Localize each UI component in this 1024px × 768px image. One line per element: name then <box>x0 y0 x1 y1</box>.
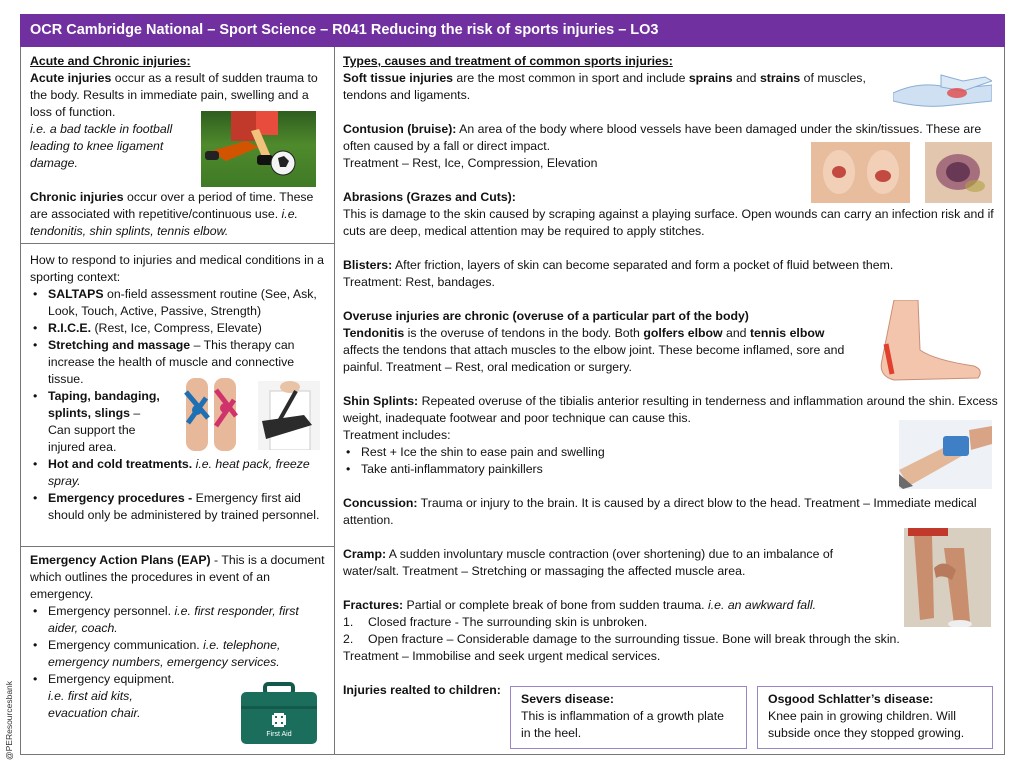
list-item: • Emergency equipment. i.e. first aid kits, evacuation chair. <box>30 671 326 722</box>
list-item: • R.I.C.E. (Rest, Ice, Compress, Elevate) <box>30 320 326 337</box>
fractures-heading: Fractures: <box>343 598 404 612</box>
page-title: OCR Cambridge National – Sport Science – R041 Reducing the risk of sports injuries – LO3 <box>20 14 1005 47</box>
list-item: • Emergency communication. i.e. telephone, emergency numbers, emergency services. <box>30 637 326 671</box>
list-item: • Hot and cold treatments. i.e. heat pack, freeze spray. <box>30 456 326 490</box>
knee-abrasion-image <box>811 142 910 203</box>
section-divider <box>20 546 334 547</box>
abrasions-heading: Abrasions (Grazes and Cuts): <box>343 190 516 204</box>
first-aid-kit-image <box>239 682 319 746</box>
eap-heading: Emergency Action Plans (EAP) <box>30 553 211 567</box>
list-item: • Take anti-inflammatory painkillers <box>343 461 998 478</box>
section-divider <box>20 243 334 244</box>
severs-disease-box <box>510 686 747 749</box>
eap-section: Emergency Action Plans (EAP) - This is a document which outlines the procedures in event of an emergency. • Emergency personnel. i.e. first responder, first aider, coach. • Emergency communication. i.e. telephone, emergency numbers, emergency services. • Emergency equipment. i.e. first aid kits, evacuation chair. <box>30 552 326 722</box>
overuse-heading: Overuse injuries are chronic (overuse of a particular part of the body) <box>343 309 749 323</box>
foot-tendon-image <box>874 300 985 384</box>
acute-example: i.e. a bad tackle in football leading to knee ligament damage. <box>30 122 173 170</box>
list-item: • Taping, bandaging, splints, slings – Can support the injured area. <box>30 388 164 456</box>
list-item: 1. Closed fracture - The surrounding skin is unbroken. <box>343 615 648 629</box>
shin-ice-image <box>899 420 992 489</box>
contusion-heading: Contusion (bruise): <box>343 122 457 136</box>
acute-heading: Acute and Chronic injuries: <box>30 54 191 68</box>
osgood-text: Knee pain in growing children. Will subside once they stopped growing. <box>768 709 965 740</box>
concussion-heading: Concussion: <box>343 496 418 510</box>
osgood-disease-box <box>757 686 993 749</box>
acute-chronic-section: Acute and Chronic injuries: Acute injuries occur as a result of sudden trauma to the body. Results in immediate pain, swelling and a loss of function. i.e. a bad tackle in football leading to knee ligament damage. Chronic injuries occur over a period of time. These are associated with repetitive/continuous use. i.e. tendonitis, shin splints, tennis elbow. <box>30 54 318 238</box>
severs-text: This is inflammation of a growth plate in the heel. <box>521 709 724 740</box>
knee-taping-image <box>176 378 248 451</box>
list-item: • Stretching and massage – This therapy can increase the health of muscle and connective tissue. <box>30 337 326 388</box>
list-item: • Rest + Ice the shin to ease pain and swelling <box>343 444 998 461</box>
main-heading: Types, causes and treatment of common sports injuries: <box>343 54 673 68</box>
arm-sling-image <box>258 381 320 450</box>
osgood-title: Osgood Schlatter’s disease: <box>768 692 934 706</box>
kit-label: First Aid <box>266 731 292 738</box>
list-item: • SALTAPS on-field assessment routine (See, Ask, Look, Touch, Active, Passive, Strength) <box>30 286 326 320</box>
children-heading: Injuries realted to children: <box>343 683 501 697</box>
severs-title: Severs disease: <box>521 692 614 706</box>
cramp-image <box>904 528 991 627</box>
watermark: @PEResourcesbank <box>4 680 14 760</box>
list-item: 2. Open fracture – Considerable damage to the surrounding tissue. Bone will break through the skin. <box>343 632 900 646</box>
shin-heading: Shin Splints: <box>343 394 419 408</box>
football-tackle-image <box>201 111 316 187</box>
blisters-heading: Blisters: <box>343 258 393 272</box>
column-divider <box>334 47 335 755</box>
cramp-heading: Cramp: <box>343 547 387 561</box>
bruise-image <box>925 142 992 203</box>
wrist-injury-image <box>893 71 992 111</box>
list-item: • Emergency personnel. i.e. first responder, first aider, coach. <box>30 603 326 637</box>
main-section: Types, causes and treatment of common sports injuries: Soft tissue injuries are the most common in sport and include sprains and strains of muscles, tendons and ligaments. Contusion (bruise): An area of the body where blood vessels have been damaged under the skin/tissues. These are often caused by a fall or direct impact. Treatment – Rest, Ice, Compression, Elevation Abrasions (Grazes and Cuts): This is damage to the skin caused by scraping against a playing surface. Open wounds can carry an infection risk and if cuts are deep, medical attention may be required to apply stitches. Blisters: After friction, layers of skin can become separated and form a pocket of fluid between them. Treatment: Rest, bandages. Overuse injuries are chronic (overuse of a particular part of the body) Tendonitis is the overuse of tendons in the body. Both golfers elbow and tennis elbow affects the tendons that attach muscles to the elbow joint. These become inflamed, sore and painful. Treatment – Rest, oral medication or surgery. Shin Splints: Repeated overuse of the tibialis anterior resulting in tenderness and inflammation around the shin. Excess weight, inadequate footwear and poor technique can cause this. Treatment includes: • Rest + Ice the shin to ease pain and swelling • Take anti-inflammatory painkillers Concussion: Trauma or injury to the brain. It is caused by a direct blow to the head. Treatment – Immediate medical attention. Cramp: A sudden involuntary muscle contraction (over shortening) due to an imbalance of water/salt. Treatment – Stretching or massaging the affected muscle area. Fractures: Partial or complete break of bone from sudden trauma. i.e. an awkward fall. 1. Closed fracture - The surrounding skin is unbroken. 2. Open fracture – Considerable damage to the surrounding tissue. Bone will break through the skin. Treatment – Immobilise and seek urgent medical services. Injuries realted to children: <box>343 53 998 699</box>
list-item: • Emergency procedures - Emergency first aid should only be administered by trained personnel. <box>30 490 326 524</box>
respond-intro: How to respond to injuries and medical conditions in a sporting context: <box>30 253 324 284</box>
